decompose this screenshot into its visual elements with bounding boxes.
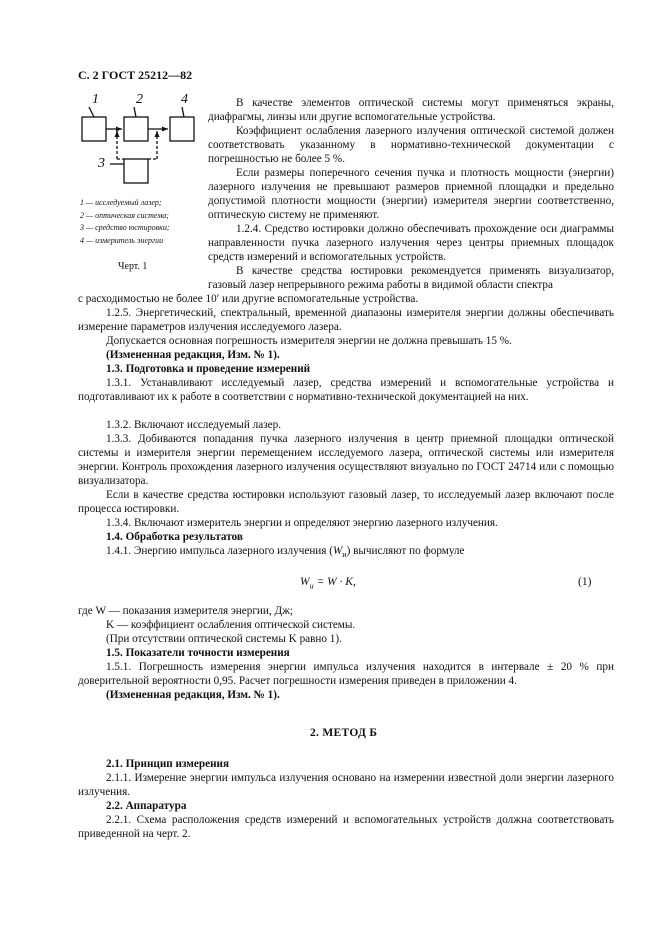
figure-label-3: 3 <box>98 156 105 171</box>
section-heading: 2.1. Принцип измерения <box>106 758 230 770</box>
amendment-note: (Измененная редакция, Изм. № 1). <box>106 349 280 361</box>
paragraph: 2.2.1. Схема расположения средств измерений и вспомогательных устройств должна соответствовать приведенной на черт. 2. <box>78 814 614 840</box>
amendment-note: (Измененная редакция, Изм. № 1). <box>106 689 280 701</box>
page-header: С. 2 ГОСТ 25212—82 <box>78 68 193 82</box>
figure-label-2: 2 <box>136 92 143 107</box>
formula-lhs: W <box>300 576 310 588</box>
formula-lhs-subscript: и <box>309 581 314 591</box>
paragraph: 1.3.2. Включают исследуемый лазер. <box>106 419 281 431</box>
formula-number: (1) <box>578 576 592 588</box>
paragraph-text: ) вычисляют по формуле <box>346 545 465 557</box>
formula-subscript: и <box>342 550 347 560</box>
figure-caption: Черт. 1 <box>118 261 148 272</box>
paragraph-text: 1.4.1. Энергию импульса лазерного излучения ( <box>106 545 333 557</box>
paragraph: (При отсутствии оптической системы K равно 1). <box>106 633 342 645</box>
legend-item: 3 — средство юстировки; <box>80 223 170 232</box>
paragraph: В качестве средства юстировки рекомендуется применять визуализатор, газовый лазер непрерывного режима работы в видимой области спектра <box>208 265 614 291</box>
section-heading: 2.2. Аппаратура <box>106 800 187 812</box>
formula-legend: где W — показания измерителя энергии, Дж; <box>78 605 293 617</box>
paragraph: 1.3.3. Добиваются попадания пучка лазерного излучения в центр приемной площадки оптической системы и измерителя энергии перемещением исследуемого лазера, оптической системы или измерителя энергии. Контроль прохождения лазерного излучения осуществляют визуально по ГОСТ 24714 или с помощью визуализатора. <box>78 433 614 487</box>
paragraph: 1.3.4. Включают измеритель энергии и определяют энергию лазерного излучения. <box>106 517 498 529</box>
paragraph: В качестве элементов оптической системы могут применяться экраны, диафрагмы, линзы или другие вспомогательные устройства. <box>208 97 614 123</box>
paragraph: Если в качестве средства юстировки используют газовый лазер, то исследуемый лазер включают после процесса юстировки. <box>78 489 614 515</box>
section-heading: 1.5. Показатели точности измерения <box>106 647 290 659</box>
paragraph: Если размеры поперечного сечения пучка и плотность мощности (энергии) лазерного излучения не превышают размеров приемной площадки и предельно допустимой плотности мощности (энергии) измерителя энергии соответственно, оптическую систему не применяют. <box>208 167 614 221</box>
block-optics <box>124 117 148 141</box>
legend-item: 1 — исследуемый лазер; <box>80 198 162 207</box>
paragraph: 1.5.1. Погрешность измерения энергии импульса излучения находится в интервале ± 20 % при доверительной вероятности 0,95. Расчет погрешности измерения приведен в приложении 4. <box>78 661 614 687</box>
formula-1 <box>300 576 356 590</box>
formula-variable: W <box>332 545 343 557</box>
paragraph <box>78 544 614 562</box>
paragraph: 1.2.5. Энергетический, спектральный, временной диапазоны измерителя энергии должны обеспечивать измерение параметров излучения исследуемого лазера. <box>78 307 614 333</box>
paragraph: 1.2.4. Средство юстировки должно обеспечивать прохождение оси диаграммы направленности пучка лазерного излучения через центры приемных площадок средств измерений и вспомогательных устройств. <box>208 223 614 263</box>
block-laser <box>82 117 106 141</box>
paragraph: Коэффициент ослабления лазерного излучения оптической системой должен соответствовать указанному в нормативно-технической документации с погрешностью не более 5 %. <box>208 125 614 165</box>
figure-legend <box>80 197 200 247</box>
paragraph: Допускается основная погрешность измерителя энергии не должна превышать 15 %. <box>106 335 512 347</box>
paragraph: 2.1.1. Измерение энергии импульса излучения основано на измерении известной доли энергии лазерного излучения. <box>78 772 614 798</box>
figure-label-1: 1 <box>92 92 99 107</box>
legend-item: 4 — измеритель энергии <box>80 235 164 245</box>
block-meter <box>170 117 194 141</box>
paragraph: 1.3.1. Устанавливают исследуемый лазер, средства измерений и вспомогательные устройства и подготавливают их к работе в соответствии с нормативно-технической документацией на них. <box>78 377 614 403</box>
method-title: 2. МЕТОД Б <box>310 727 378 739</box>
block-alignment <box>124 159 148 183</box>
section-heading: 1.3. Подготовка и проведение измерений <box>106 363 311 375</box>
paragraph: с расходимостью не более 10′ или другие вспомогательные устройства. <box>78 293 419 305</box>
legend-item: 2 — оптическая система; <box>80 210 169 220</box>
formula-rhs: = W · K, <box>316 576 356 588</box>
section-heading: 1.4. Обработка результатов <box>106 531 243 543</box>
formula-legend: K — коэффициент ослабления оптической системы. <box>106 619 356 631</box>
figure-label-4: 4 <box>181 92 188 107</box>
